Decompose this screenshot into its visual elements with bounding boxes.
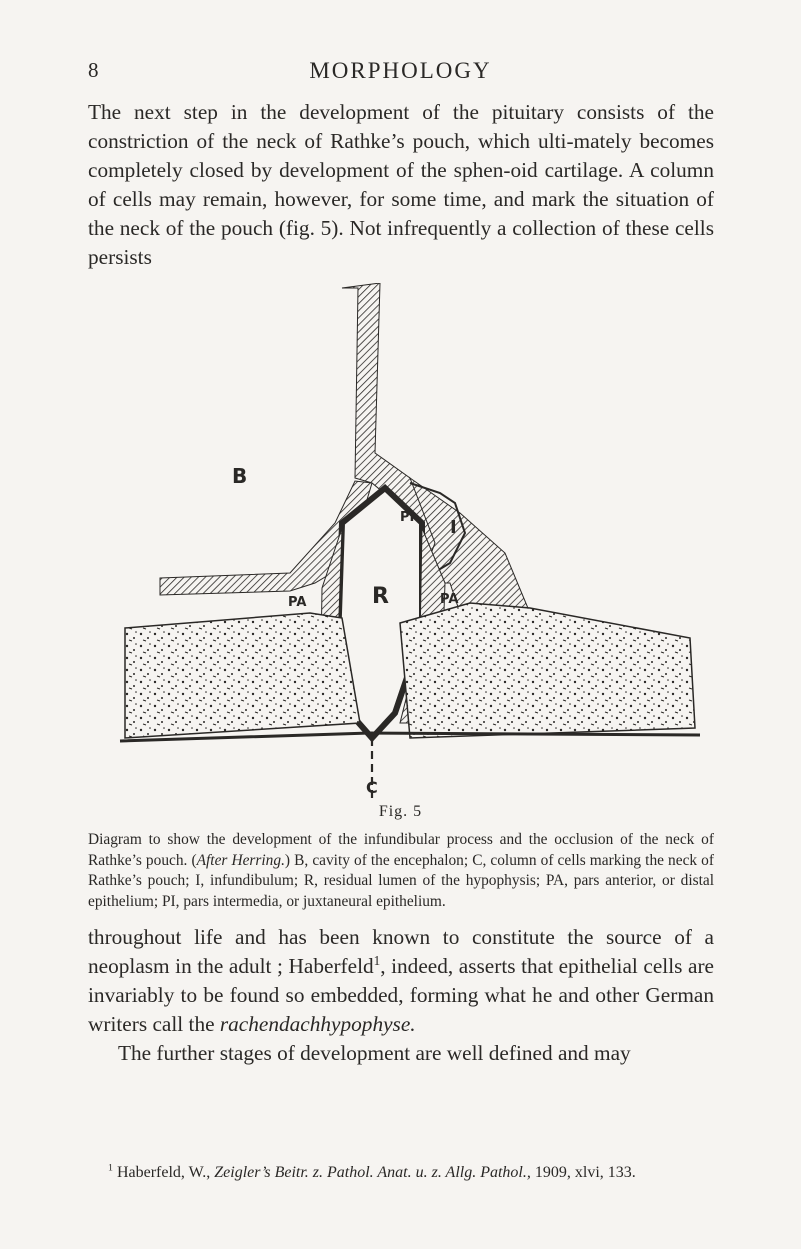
running-head: MORPHOLOGY [309, 58, 492, 83]
label-PI: PI [400, 510, 415, 525]
caption-rest: B, cavity of the encephalon; C, column of cells marking the neck of Rathke’s pouch; I, infundibulum; R, residual lumen of the hypophysis; PA, pars anterior, or distal epithelium; PI, pars intermedia, or juxtaneural epithelium. [88, 851, 714, 910]
paragraph-2-part-1: throughout life and has been known to constitute the source of a neoplasm in the adult ; Haberfeld [88, 925, 714, 978]
caption-credit-close: ) [284, 851, 291, 869]
label-C: C [366, 778, 378, 797]
footnote-mark: 1 [108, 1162, 113, 1174]
footnote-ref: 1 [373, 952, 381, 968]
figure-label: Fig. 5 [378, 803, 423, 820]
caption-credit-open: ( [191, 851, 197, 869]
paragraph-3: The further stages of development are well defined and may [118, 1041, 631, 1065]
paragraph-2-term: rachendachhypophyse. [219, 1012, 416, 1036]
paragraph-2 [88, 923, 714, 1068]
mesenchyme [120, 603, 700, 741]
label-B: B [232, 464, 248, 488]
figure-5-diagram [110, 283, 710, 798]
page-number: 8 [88, 58, 99, 82]
label-I: I [450, 517, 457, 538]
label-PA-right: PA [440, 592, 459, 607]
caption-credit: After Herring. [196, 851, 285, 869]
footnote-journal: Zeigler’s Beitr. z. Pathol. Anat. u. z. Allg. Pathol., [214, 1164, 531, 1181]
label-R: R [372, 584, 389, 609]
figure-caption [88, 830, 714, 912]
footnote-author: Haberfeld, W., [116, 1164, 211, 1181]
paragraph-2-part-2: , indeed, asserts that epithelial cells are invariably to be found so embedded, forming what he and other German writers call the [88, 954, 714, 1036]
label-PA-left: PA [288, 595, 307, 610]
paragraph-1: The next step in the development of the pituitary consists of the constriction of the neck of Rathke’s pouch, which ulti-mately becomes completely closed by development of the sphen-oid cartilage. A column of cells may remain, however, for some time, and mark the situation of the neck of the pouch (fig. 5). Not infrequently a collection of these cells persists [88, 100, 714, 269]
footnote [88, 1162, 714, 1184]
caption-lead: Diagram to show the development of the infundibular process and the occlusion of the neck of Rathke’s pouch. [88, 831, 714, 869]
footnote-ref-text: 1909, xlvi, 133. [534, 1164, 636, 1181]
page-header [0, 58, 801, 88]
